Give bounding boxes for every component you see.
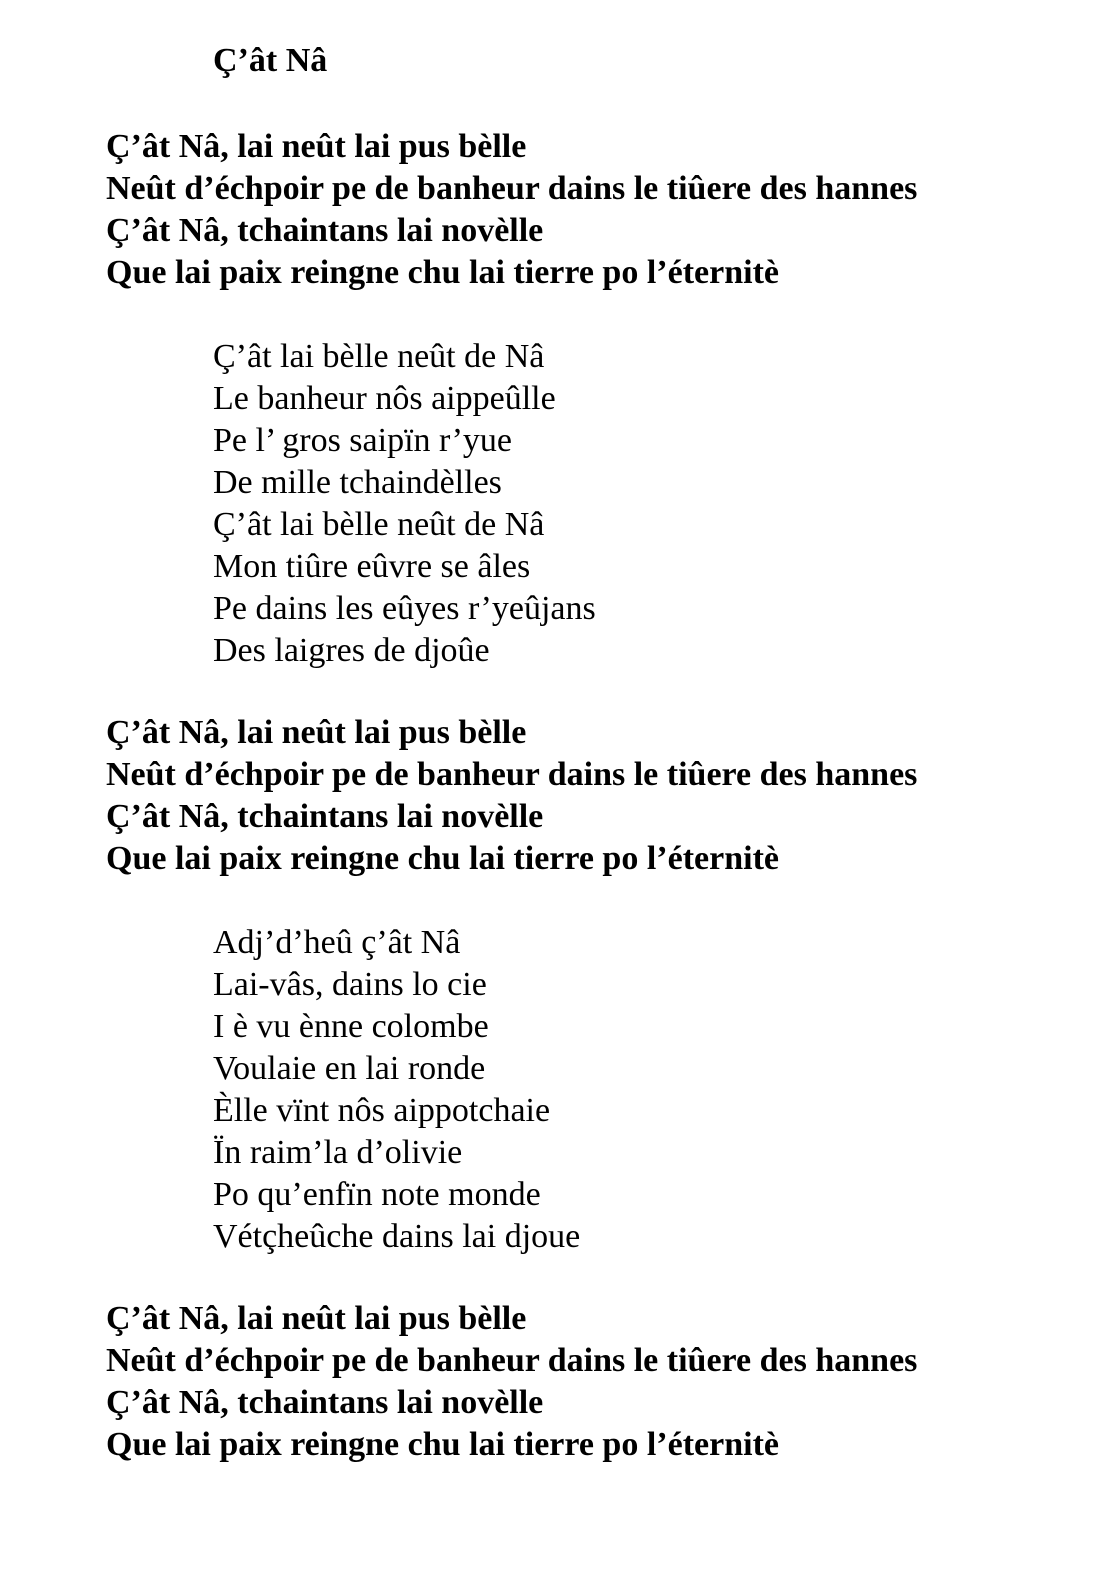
chorus-line: Que lai paix reingne chu lai tierre po l’éternitè	[106, 1426, 779, 1463]
verse-stanza-1	[213, 336, 596, 672]
verse-line: Le banheur nôs aippeûlle	[213, 380, 556, 417]
chorus-line: Neût d’échpoir pe de banheur dains le tiûere des hannes	[106, 170, 918, 207]
chorus-stanza-1	[106, 126, 917, 294]
chorus-stanza-2	[106, 712, 917, 880]
chorus-line: Ç’ât Nâ, tchaintans lai novèlle	[106, 798, 544, 835]
chorus-line: Neût d’échpoir pe de banheur dains le tiûere des hannes	[106, 1342, 918, 1379]
chorus-line: Que lai paix reingne chu lai tierre po l’éternitè	[106, 840, 779, 877]
verse-line: Voulaie en lai ronde	[213, 1050, 486, 1087]
verse-line: De mille tchaindèlles	[213, 464, 502, 501]
chorus-line: Ç’ât Nâ, lai neût lai pus bèlle	[106, 128, 527, 165]
verse-line: Po qu’enfïn note monde	[213, 1176, 541, 1213]
chorus-line: Ç’ât Nâ, lai neût lai pus bèlle	[106, 1300, 527, 1337]
verse-line: Adj’d’heû ç’ât Nâ	[213, 924, 461, 961]
chorus-line: Que lai paix reingne chu lai tierre po l’éternitè	[106, 254, 779, 291]
verse-line: Lai-vâs, dains lo cie	[213, 966, 487, 1003]
verse-line: Ç’ât lai bèlle neût de Nâ	[213, 506, 545, 543]
verse-line: Pe l’ gros saipïn r’yue	[213, 422, 513, 459]
verse-line: Pe dains les eûyes r’yeûjans	[213, 590, 596, 627]
verse-line: Ïn raim’la d’olivie	[213, 1134, 463, 1171]
verse-line: Ç’ât lai bèlle neût de Nâ	[213, 338, 545, 375]
verse-stanza-2	[213, 922, 580, 1258]
chorus-line: Ç’ât Nâ, tchaintans lai novèlle	[106, 212, 544, 249]
chorus-stanza-3	[106, 1298, 917, 1466]
verse-line: Èlle vïnt nôs aippotchaie	[213, 1092, 551, 1129]
verse-line: Des laigres de djoûe	[213, 632, 490, 669]
chorus-line: Ç’ât Nâ, lai neût lai pus bèlle	[106, 714, 527, 751]
verse-line: Mon tiûre eûvre se âles	[213, 548, 531, 585]
song-title: Ç’ât Nâ	[213, 42, 328, 79]
verse-line: Vétçheûche dains lai djoue	[213, 1218, 581, 1255]
chorus-line: Neût d’échpoir pe de banheur dains le tiûere des hannes	[106, 756, 918, 793]
chorus-line: Ç’ât Nâ, tchaintans lai novèlle	[106, 1384, 544, 1421]
verse-line: I è vu ènne colombe	[213, 1008, 489, 1045]
